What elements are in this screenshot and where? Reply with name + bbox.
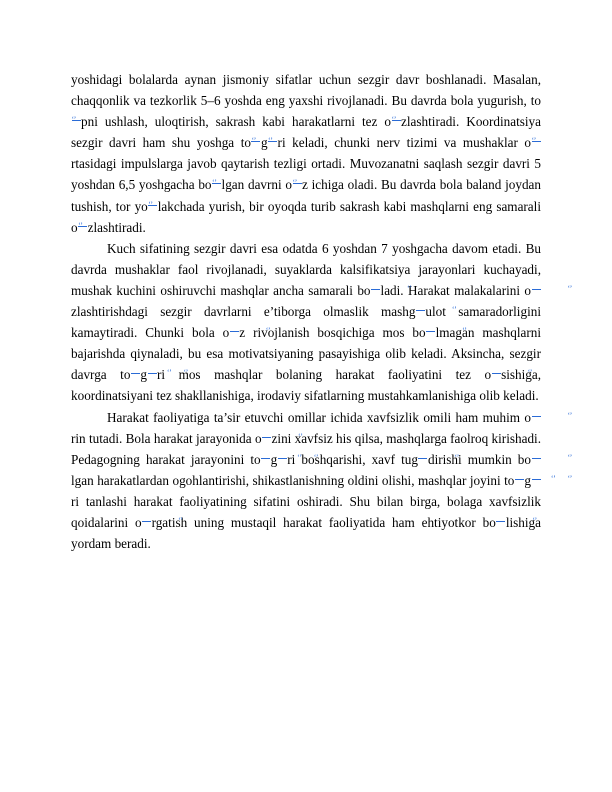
apostrophe-link-mark[interactable]	[268, 134, 277, 142]
apostrophe-link-mark[interactable]	[262, 430, 271, 438]
apostrophe-link-mark[interactable]	[261, 451, 270, 459]
text-segment: Kuch sifatining sezgir davri esa odatda 6 yoshdan 7 yoshgacha davom etadi. Bu davrda mushaklar faol rivojlanadi, suyaklarda kalsifikatsiya jarayonlari kuchayadi, mushak kuchini oshiruvchi mashqlar ancha samarali bo	[71, 240, 541, 298]
text-segment: rgatish uning mustaqil harakat faoliyatida ham ehtiyotkor bo	[151, 514, 496, 530]
text-segment: z rivojlanish bosqichiga mos bo	[239, 325, 426, 341]
text-segment: rtasidagi impulslarga javob qaytarish tezligi ortadi. Muvozanatni saqlash sezgir davri 5 yoshdan 6,5 yoshgacha bo	[71, 156, 541, 193]
apostrophe-link-mark[interactable]	[293, 176, 302, 184]
apostrophe-link-mark[interactable]	[371, 282, 380, 290]
apostrophe-link-mark[interactable]	[416, 303, 425, 311]
apostrophe-link-mark[interactable]	[142, 514, 151, 522]
text-segment: lishiga yordam beradi.	[71, 514, 541, 552]
text-segment: ri tanlashi harakat faoliyatining sifatini oshiradi. Shu bilan birga, bolaga xavfsizlik qoidalarini o	[71, 493, 541, 530]
text-segment: g	[270, 451, 278, 467]
text-segment: g	[140, 367, 148, 383]
text-segment: g	[260, 135, 268, 151]
text-segment: ulot samaradorligini kamaytiradi. Chunki bola o	[71, 304, 541, 341]
apostrophe-link-mark[interactable]	[492, 366, 501, 374]
apostrophe-link-mark[interactable]	[212, 176, 221, 184]
text-segment: g	[524, 472, 531, 488]
text-segment: zlashtiradi. Koordinatsiya sezgir davri ham shu yoshga to	[71, 114, 542, 151]
text-segment: ri keladi, chunki nerv tizimi va mushaklar o	[277, 135, 531, 151]
paragraph-2	[71, 238, 541, 407]
apostrophe-link-mark[interactable]	[392, 113, 401, 121]
apostrophe-link-mark[interactable]	[230, 324, 239, 332]
text-segment: yoshidagi bolalarda aynan jismoniy sifatlar uchun sezgir davr boshlanadi. Masalan, chaqqonlik va tezkorlik 5–6 yoshda eng yaxshi rivojlanadi. Bu davrda bola yugurish, to	[71, 72, 541, 109]
apostrophe-link-mark[interactable]	[251, 134, 260, 142]
text-segment: zlashtiradi.	[87, 219, 146, 235]
text-body	[71, 69, 541, 554]
text-segment: lgan harakatlardan ogohlantirishi, shikastlanishning oldini olishi, mashqlar joyini to	[71, 472, 515, 488]
text-segment: pni ushlash, uloqtirish, sakrash kabi harakatlarni tez o	[81, 114, 392, 130]
text-segment: zlashtirishdagi sezgir davrlarni e’tiborga olmaslik mashg	[71, 304, 416, 320]
text-segment: z ichiga oladi. Bu davrda bola baland joydan tushish, tor yo	[71, 177, 541, 214]
apostrophe-link-mark[interactable]	[72, 113, 81, 121]
text-segment: dirishi mumkin bo	[427, 451, 531, 467]
apostrophe-link-mark[interactable]	[148, 198, 157, 206]
text-segment: ladi. Harakat malakalarini o	[380, 282, 531, 298]
text-segment: lgan davrni o	[221, 177, 293, 193]
paragraph-3	[71, 407, 541, 555]
apostrophe-link-mark[interactable]	[78, 219, 87, 227]
apostrophe-link-mark[interactable]	[532, 409, 541, 417]
paragraph-1	[71, 69, 541, 238]
apostrophe-link-mark[interactable]	[131, 366, 140, 374]
text-segment: rin tutadi. Bola harakat jarayonida o	[71, 430, 262, 446]
apostrophe-link-mark[interactable]	[532, 472, 541, 480]
apostrophe-link-mark[interactable]	[418, 451, 427, 459]
text-segment: lakchada yurish, bir oyoqda turib sakrash kabi mashqlarni eng samarali o	[71, 198, 541, 235]
text-segment: zini xavfsiz his qilsa, mashqlarga faolroq kirishadi. Pedagogning harakat jarayonini to	[71, 430, 541, 467]
apostrophe-link-mark[interactable]	[278, 451, 287, 459]
apostrophe-link-mark[interactable]	[532, 134, 541, 142]
apostrophe-link-mark[interactable]	[515, 472, 524, 480]
text-segment: ri boshqarishi, xavf tug	[287, 451, 418, 467]
text-segment: ri mos mashqlar bolaning harakat faoliyatini tez o	[157, 367, 492, 383]
apostrophe-link-mark[interactable]	[148, 366, 157, 374]
apostrophe-link-mark[interactable]	[532, 451, 541, 459]
apostrophe-link-mark[interactable]	[426, 324, 435, 332]
apostrophe-link-mark[interactable]	[496, 514, 505, 522]
text-segment: sishiga, koordinatsiyani tez shakllanishiga, irodaviy sifatlarning mustahkamlanishiga olib keladi.	[71, 367, 542, 404]
apostrophe-link-mark[interactable]	[532, 282, 541, 290]
text-segment: lmagan mashqlarni bajarishda qiynaladi, bu esa motivatsiyaning pasayishiga olib keladi. Aksincha, sezgir davrga to	[71, 325, 541, 383]
text-segment: Harakat faoliyatiga ta’sir etuvchi omillar ichida xavfsizlik omili ham muhim o	[107, 409, 531, 425]
